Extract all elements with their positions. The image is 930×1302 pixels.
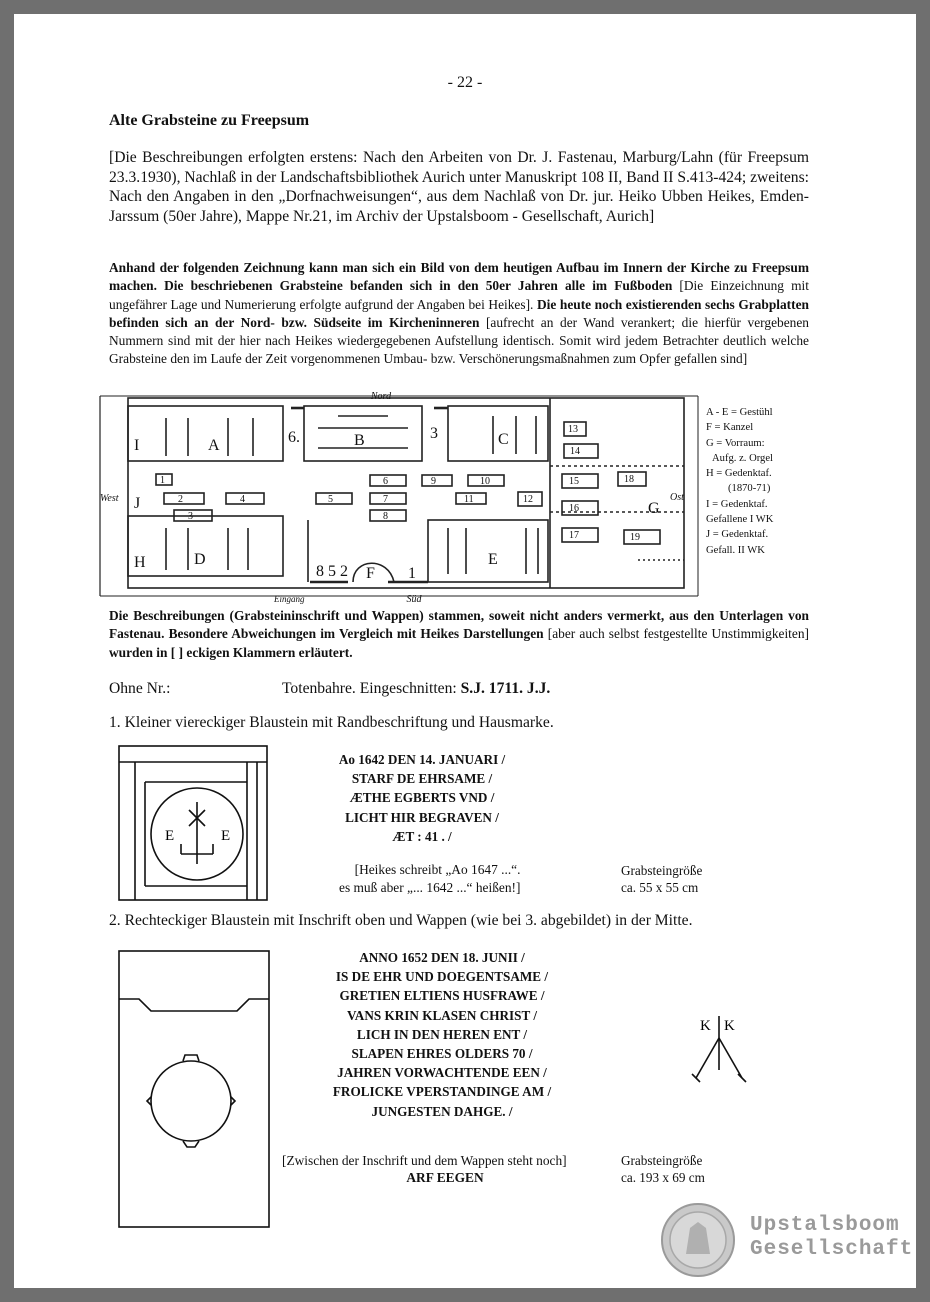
legend-line: H = Gedenktaf. [706, 468, 772, 480]
house-mark-letter-right: K [724, 1018, 735, 1034]
stone-number-7: 7 [383, 494, 388, 505]
compass-east: Ost [670, 492, 684, 503]
entry-2-stone-drawing [117, 949, 273, 1231]
stone-number-5: 5 [328, 494, 333, 505]
drawing-intro-bold-1: Anhand der folgenden Zeichnung kann man sich ein Bild von dem heutigen Aufbau im Innern der Kirche zu Freepsum machen. Die beschriebenen Grabsteine befanden sich in den 50er Jahren alle im Fußboden [109, 260, 809, 294]
entry-2-inscription [308, 948, 576, 1121]
entry-2-size [621, 1152, 705, 1186]
stone-number-14: 14 [570, 446, 580, 457]
label-e: E [488, 551, 498, 568]
inscription-line: LICH IN DEN HEREN ENT / [356, 1026, 528, 1042]
note-line: es muß aber „... 1642 ...“ heißen!] [339, 880, 521, 895]
logo-line-1: Upstalsboom [750, 1214, 900, 1237]
stone-number-17: 17 [569, 530, 579, 541]
label-h: H [134, 554, 146, 571]
entrance-label: Eingang [274, 594, 305, 604]
inscription-line: GRETIEN ELTIENS HUSFRAWE / [339, 988, 545, 1004]
legend-line: F = Kanzel [706, 422, 754, 434]
house-mark-letter-left: K [700, 1018, 711, 1034]
size-label: Grabsteingröße [621, 863, 703, 878]
compass-north: Nord [370, 391, 392, 402]
drawing-intro-note-2: [aufrecht an der Wand verankert; die hierfür vergebenen Nummern sind mit der hier nach Heikes wiedergegebenen Aufstellung identisch. Somit wird jedem Betrachter deutlich welche Grabsteine den im Laufe der Zeit vorgenommenen Umbau- bzw. Verschönerungsmaßnahmen zum Opfer gefallen sind] [109, 314, 809, 367]
inscription-line: ÆTHE EGBERTS VND / [349, 790, 495, 806]
drawing-intro-paragraph [109, 259, 809, 369]
label-3: 3 [430, 425, 438, 442]
upstalsboom-seal-logo [660, 1202, 736, 1278]
sources-note-bold-1: Die Beschreibungen (Grabsteininschrift und Wappen) stammen, soweit nicht anders vermerkt, aus den Unterlagen von Fastenau. Besondere Abweichungen im Vergleich mit Heikes Darstellungen [109, 608, 809, 642]
size-value: ca. 55 x 55 cm [621, 880, 699, 895]
inscription-line: JUNGESTEN DAHGE. / [371, 1103, 513, 1119]
label-6: 6. [288, 429, 300, 446]
sources-note-bold-2: wurden in [ ] eckigen Klammern erläutert. [109, 644, 353, 660]
entry-1-inscription [316, 750, 528, 846]
entry-1-size [621, 862, 702, 896]
stone-number-10: 10 [480, 476, 490, 487]
inscription-line: JAHREN VORWACHTENDE EEN / [337, 1065, 547, 1081]
label-j: J [134, 495, 141, 512]
house-mark-letter-left: E [165, 828, 175, 844]
pew-block-a [128, 406, 283, 461]
legend-line: G = Vorraum: [706, 437, 765, 449]
document-page [14, 14, 916, 1288]
compass-west: West [100, 493, 119, 504]
legend-line: Aufg. z. Orgel [712, 452, 773, 464]
logo-line-2: Gesellschaft [750, 1238, 914, 1261]
legend-line: A - E = Gestühl [706, 407, 773, 418]
ohne-label: Ohne Nr.: [109, 680, 171, 697]
entry-2-note: [Zwischen der Inschrift und dem Wappen steht noch] [282, 1153, 567, 1168]
logo-text [750, 1214, 913, 1262]
legend-line: Gefall. II WK [706, 544, 765, 556]
label-b: B [354, 432, 365, 449]
entry-1-stone-drawing [117, 744, 275, 904]
stone-number-15: 15 [569, 476, 579, 487]
label-852: 8 5 2 [316, 563, 348, 580]
compass-south: Süd [406, 594, 422, 604]
stone-number-9: 9 [431, 476, 436, 487]
stone-number-11: 11 [464, 494, 474, 505]
legend-line: I = Gedenktaf. [706, 498, 768, 510]
inscription-line: STARF DE EHRSAME / [351, 771, 493, 787]
ohne-text [282, 680, 550, 698]
entry-2-heading: 2. Rechteckiger Blaustein mit Inschrift oben und Wappen (wie bei 3. abgebildet) in der Mitte. [109, 912, 693, 929]
inscription-line: SLAPEN EHRES OLDERS 70 / [351, 1046, 533, 1062]
label-c: C [498, 431, 509, 448]
floorplan-legend [706, 405, 796, 558]
inscription-line: FROLICKE VPERSTANDINGE AM / [332, 1084, 552, 1100]
sources-note-normal: [aber auch selbst festgestellte Unstimmigkeiten] [543, 626, 809, 642]
inscription-line: ÆT : 41 . / [392, 828, 452, 844]
note-line: [Heikes schreibt „Ao 1647 ...“. [354, 862, 521, 877]
drawing-intro-note-1: [Die Einzeichnung mit ungefährer Lage und Numerierung erfolgte aufgrund der Angaben bei Heikes]. [109, 278, 809, 312]
legend-line: Gefallene I WK [706, 514, 774, 526]
house-mark-letter-right: E [221, 828, 231, 844]
size-value: ca. 193 x 69 cm [621, 1170, 705, 1185]
stone-number-19: 19 [630, 532, 640, 543]
entry-2-extra: ARF EEGEN [406, 1170, 484, 1185]
inscription-line: LICHT HIR BEGRAVEN / [345, 809, 499, 825]
inscription-line: IS DE EHR UND DOEGENTSAME / [335, 969, 549, 985]
label-g: G [648, 500, 660, 517]
stone-number-6: 6 [383, 476, 388, 487]
ohne-description: Totenbahre. Eingeschnitten: [282, 680, 461, 697]
drawing-intro-bold-2: Die heute noch existierenden sechs Grabplatten befinden sich an der Nord- bzw. Südseite im Kircheninneren [109, 296, 809, 330]
stone-number-12: 12 [523, 494, 533, 505]
entry-2-house-mark [686, 1008, 752, 1088]
inscription-line: ANNO 1652 DEN 18. JUNII / [359, 950, 525, 965]
page-number: - 22 - [447, 74, 483, 91]
label-f: F [366, 565, 375, 582]
label-d: D [194, 551, 206, 568]
legend-line: J = Gedenktaf. [706, 529, 769, 541]
stone-number-4: 4 [240, 494, 245, 505]
entry-1-note [339, 861, 520, 897]
intro-paragraph: [Die Beschreibungen erfolgten erstens: Nach den Arbeiten von Dr. J. Fastenau, Marburg/Lahn (für Freepsum 23.3.1930), Nachlaß in der Landschaftsbibliothek Aurich unter Manuskript 108 II, Band II S.413-424; zweitens: Nach den Angaben in den „Dorfnachweisungen“, aus dem Nachlaß von Dr. jur. Heiko Ubben Heikes, Emden-Jarssum (50er Jahre), Mappe Nr.21, im Archiv der Upstalsboom - Gesellschaft, Aurich] [109, 149, 809, 225]
sources-note-paragraph [109, 607, 809, 662]
entry-1-heading: 1. Kleiner viereckiger Blaustein mit Randbeschriftung und Hausmarke. [109, 714, 554, 731]
inscription-line: VANS KRIN KLASEN CHRIST / [346, 1007, 538, 1023]
label-a: A [208, 437, 220, 454]
size-label: Grabsteingröße [621, 1153, 703, 1168]
ohne-inscription: S.J. 1711. J.J. [460, 680, 551, 697]
label-i: I [134, 437, 140, 454]
stone-number-18: 18 [624, 474, 634, 485]
church-floor-plan [98, 388, 704, 604]
legend-line: (1870-71) [728, 483, 771, 495]
stone-number-1: 1 [160, 475, 165, 486]
page-title: Alte Grabsteine zu Freepsum [109, 112, 310, 129]
stone-number-8: 8 [383, 511, 388, 522]
label-1: 1 [408, 565, 416, 582]
stone-number-2: 2 [178, 494, 183, 505]
stone-number-16: 16 [569, 503, 579, 514]
inscription-line: Ao 1642 DEN 14. JANUARI / [338, 752, 506, 767]
stone-number-13: 13 [568, 424, 578, 435]
stone-number-3: 3 [188, 511, 193, 522]
